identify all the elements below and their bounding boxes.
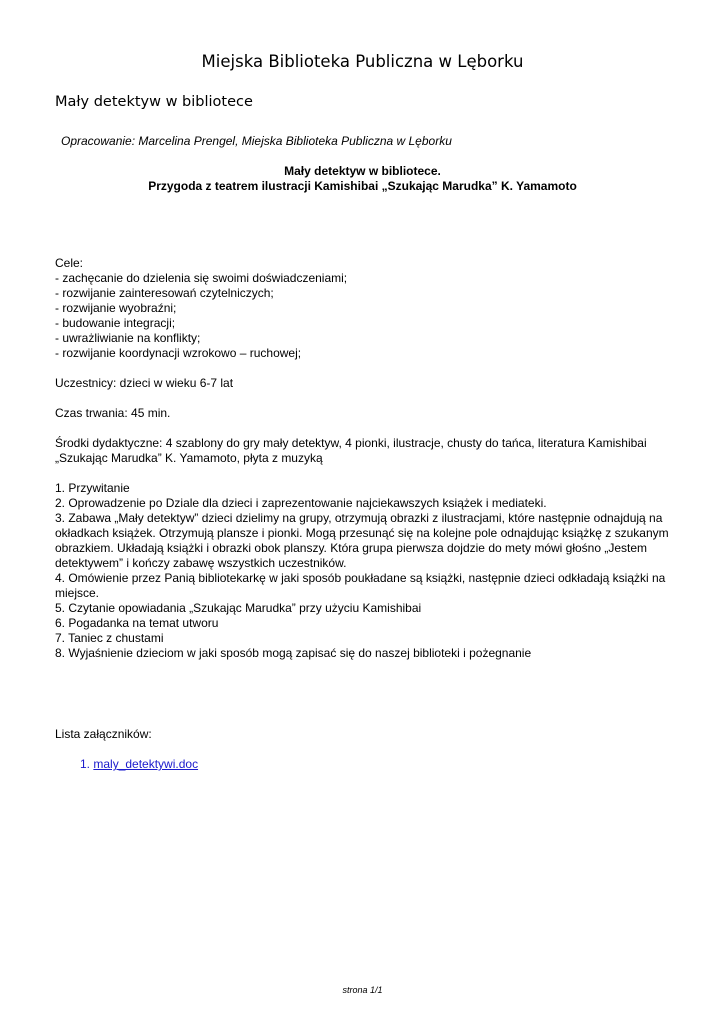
attachment-item bbox=[80, 757, 198, 772]
step-item: 8. Wyjaśnienie dzieciom w jaki sposób mogą zapisać się do naszej biblioteki i pożegnanie bbox=[55, 646, 532, 660]
duration: Czas trwania: 45 min. bbox=[55, 406, 171, 420]
materials: Środki dydaktyczne: 4 szablony do gry mały detektyw, 4 pionki, ilustracje, chusty do tańca, literatura Kamishibai „Szukając Marudka” K. Yamamoto, płyta z muzyką bbox=[55, 436, 647, 465]
site-title: Miejska Biblioteka Publiczna w Lęborku bbox=[201, 52, 524, 71]
step-item: 7. Taniec z chustami bbox=[55, 631, 164, 645]
goal-item: - budowanie integracji; bbox=[55, 316, 176, 330]
goals-label: Cele: bbox=[55, 256, 84, 270]
step-item: 5. Czytanie opowiadania „Szukając Marudka” przy użyciu Kamishibai bbox=[55, 601, 422, 615]
author-line: Opracowanie: Marcelina Prengel, Miejska Biblioteka Publiczna w Lęborku bbox=[61, 134, 452, 148]
goal-item: - zachęcanie do dzielenia się swoimi doświadczeniami; bbox=[55, 271, 348, 285]
step-item: 2. Oprowadzenie po Dziale dla dzieci i zaprezentowanie najciekawszych książek i mediateki. bbox=[55, 496, 547, 510]
article-body bbox=[55, 256, 675, 661]
participants: Uczestnicy: dzieci w wieku 6-7 lat bbox=[55, 376, 234, 390]
attachment-number: 1. bbox=[80, 757, 91, 771]
attachments-label: Lista załączników: bbox=[55, 727, 152, 741]
goal-item: - rozwijanie wyobraźni; bbox=[55, 301, 177, 315]
step-item: 1. Przywitanie bbox=[55, 481, 130, 495]
headline-title: Mały detektyw w bibliotece. bbox=[284, 164, 441, 178]
page-footer: strona 1/1 bbox=[342, 985, 383, 995]
step-item: 6. Pogadanka na temat utworu bbox=[55, 616, 219, 630]
attachments-list bbox=[80, 757, 198, 772]
goal-item: - rozwijanie koordynacji wzrokowo – ruchowej; bbox=[55, 346, 302, 360]
article-title: Mały detektyw w bibliotece bbox=[55, 94, 253, 110]
step-item: 4. Omówienie przez Panią bibliotekarkę w jaki sposób poukładane są książki, następnie dzieci odkładają książki na miejsce. bbox=[55, 571, 666, 600]
attachment-link[interactable]: maly_detektywi.doc bbox=[93, 757, 199, 771]
goal-item: - uwrażliwianie na konflikty; bbox=[55, 331, 201, 345]
headline bbox=[0, 164, 725, 194]
headline-subtitle: Przygoda z teatrem ilustracji Kamishibai „Szukając Marudka” K. Yamamoto bbox=[148, 179, 577, 193]
step-item: 3. Zabawa „Mały detektyw” dzieci dzielimy na grupy, otrzymują obrazki z ilustracjami, które następnie odnajdują na okładkach książek. Otrzymują plansze i pionki. Mogą przesunąć się na kolejne pole odnajdując książkę z szukanym obrazkiem. Układają książki i obrazki obok planszy. Która grupa pierwsza dojdzie do mety mówi głośno „Jestem detektywem” i kończy zabawę wszystkich uczestników. bbox=[55, 511, 669, 570]
goal-item: - rozwijanie zainteresowań czytelniczych; bbox=[55, 286, 274, 300]
